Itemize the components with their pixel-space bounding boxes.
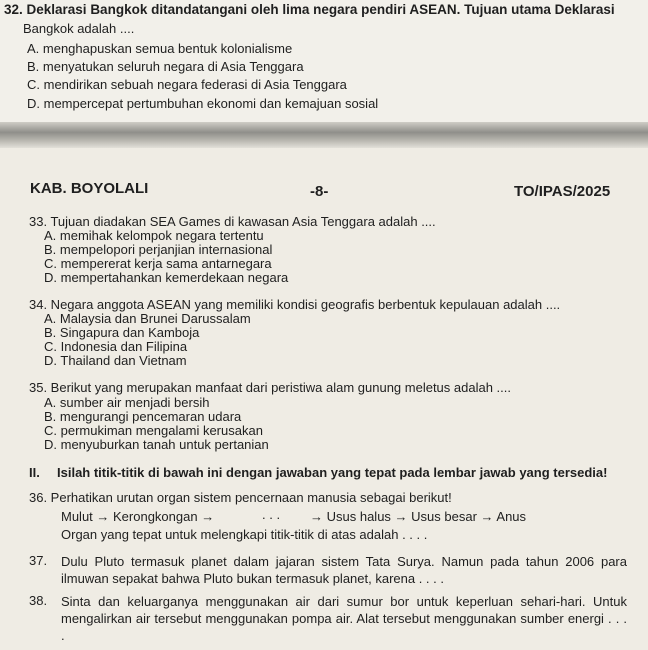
q37-text: Dulu Pluto termasuk planet dalam jajaran sistem Tata Surya. Namun pada tahun 2006 para ilmuwan sepakat bahwa Pluto bukan termasuk planet, karena . . . . bbox=[61, 554, 627, 586]
q33-option-b: B. mempelopori perjanjian internasional bbox=[44, 242, 273, 257]
q36-blank: . . . bbox=[262, 507, 281, 522]
q32-option-d: D. mempercepat pertumbuhan ekonomi dan kemajuan sosial bbox=[27, 96, 379, 111]
q36-sequence-end: → Usus halus → Usus besar → Anus bbox=[310, 509, 527, 524]
q34-option-b: B. Singapura dan Kamboja bbox=[44, 325, 200, 340]
q34-option-d: D. Thailand dan Vietnam bbox=[44, 353, 187, 368]
q33-question: 33. Tujuan diadakan SEA Games di kawasan Asia Tenggara adalah .... bbox=[29, 214, 436, 229]
q35-option-b: B. mengurangi pencemaran udara bbox=[44, 409, 242, 424]
q35-option-a: A. sumber air menjadi bersih bbox=[44, 395, 210, 410]
page-fold-divider bbox=[0, 122, 648, 148]
q35-option-c: C. permukiman mengalami kerusakan bbox=[44, 423, 263, 438]
q35-question: 35. Berikut yang merupakan manfaat dari peristiwa alam gunung meletus adalah .... bbox=[29, 380, 511, 395]
q36-question: 36. Perhatikan urutan organ sistem pencernaan manusia sebagai berikut! bbox=[29, 490, 452, 505]
q34-option-a: A. Malaysia dan Brunei Darussalam bbox=[44, 311, 251, 326]
q33-option-a: A. memihak kelompok negara tertentu bbox=[44, 228, 264, 243]
q32-question-cont: Bangkok adalah .... bbox=[23, 21, 135, 36]
header-code: TO/IPAS/2025 bbox=[514, 183, 611, 200]
q36-prompt: Organ yang tepat untuk melengkapi titik-titik di atas adalah . . . . bbox=[61, 527, 428, 542]
q33-option-d: D. mempertahankan kemerdekaan negara bbox=[44, 270, 289, 285]
page-number: -8- bbox=[310, 183, 329, 200]
q37-number: 37. bbox=[29, 553, 48, 568]
q32-option-a: A. menghapuskan semua bentuk kolonialisme bbox=[27, 41, 293, 56]
q32-option-b: B. menyatukan seluruh negara di Asia Tenggara bbox=[27, 59, 304, 74]
section-2-number: II. bbox=[29, 465, 40, 480]
q38-number: 38. bbox=[29, 593, 48, 608]
q32-option-c: C. mendirikan sebuah negara federasi di Asia Tenggara bbox=[27, 77, 347, 92]
section-2-title: Isilah titik-titik di bawah ini dengan jawaban yang tepat pada lembar jawab yang tersedia! bbox=[57, 465, 608, 480]
q34-option-c: C. Indonesia dan Filipina bbox=[44, 339, 188, 354]
header-district: KAB. BOYOLALI bbox=[30, 180, 149, 197]
q32-question: 32. Deklarasi Bangkok ditandatangani oleh lima negara pendiri ASEAN. Tujuan utama Deklarasi bbox=[4, 2, 615, 17]
q34-question: 34. Negara anggota ASEAN yang memiliki kondisi geografis berbentuk kepulauan adalah .... bbox=[29, 297, 561, 312]
q33-option-c: C. mempererat kerja sama antarnegara bbox=[44, 256, 272, 271]
q35-option-d: D. menyuburkan tanah untuk pertanian bbox=[44, 437, 269, 452]
q38-text: Sinta dan keluarganya menggunakan air dari sumur bor untuk keperluan sehari-hari. Untuk mengalirkan air tersebut menggunakan pompa air. Alat tersebut menggunakan sumber energi . . . . bbox=[61, 594, 627, 643]
q36-sequence-start: Mulut → Kerongkongan → bbox=[61, 509, 215, 524]
